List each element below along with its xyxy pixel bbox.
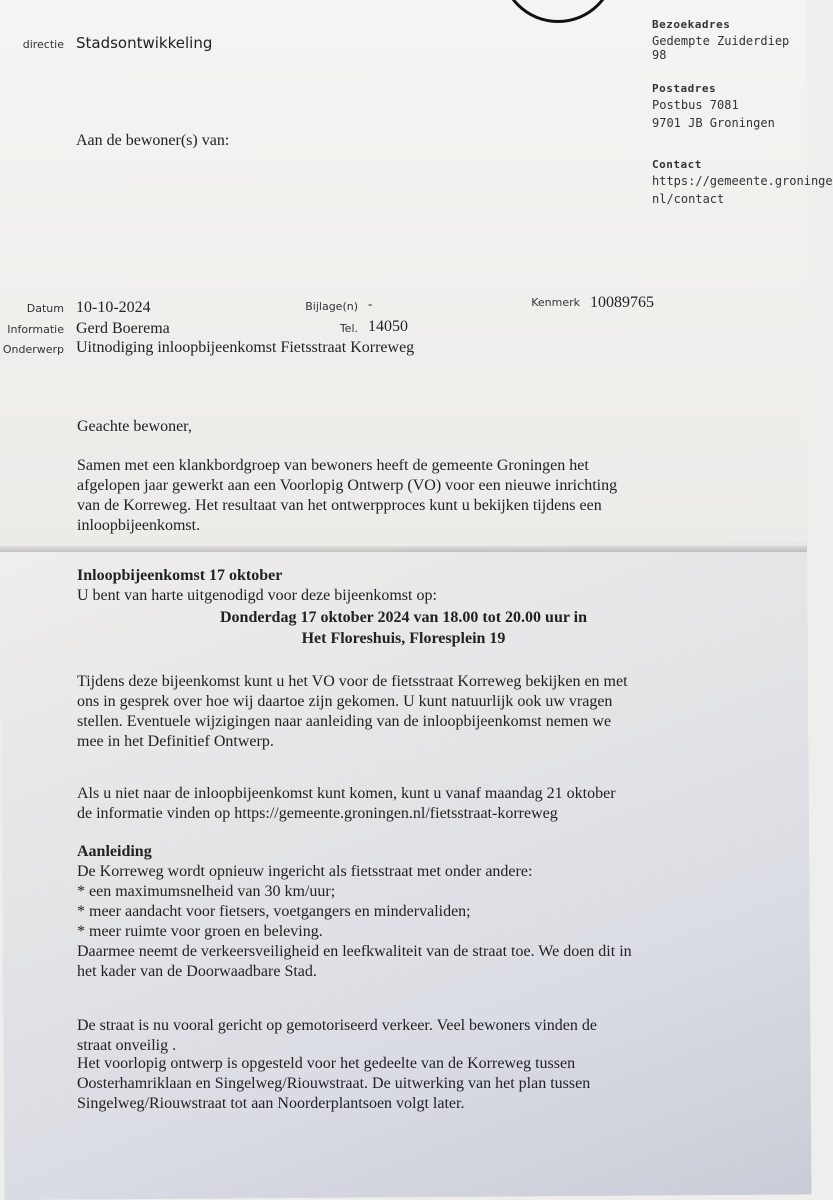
contact-label: Contact (652, 158, 702, 171)
salutation: Geachte bewoner, (77, 418, 192, 435)
event-block (77, 566, 437, 606)
text-line: straat onveilig . (77, 1037, 177, 1054)
text-line: het kader van de Doorwaadbare Stad. (77, 963, 317, 980)
aanleiding-section (77, 842, 632, 982)
text-line: De Korreweg wordt opnieuw ingericht als fietsstraat met onder andere: (77, 863, 533, 880)
tel-value: 14050 (368, 318, 408, 335)
event-heading: Inloopbijeenkomst 17 oktober (77, 567, 283, 584)
event-invite: U bent van harte uitgenodigd voor deze bijeenkomst op: (77, 587, 437, 604)
informatie-label: Informatie (7, 323, 64, 336)
text-line: De straat is nu vooral gericht op gemotoriseerd verkeer. Veel bewoners vinden de (77, 1017, 597, 1034)
onderwerp-value: Uitnodiging inloopbijeenkomst Fietsstraat Korreweg (76, 339, 415, 356)
text-line: stellen. Eventuele wijzigingen naar aanleiding van de inloopbijeenkomst nemen we (77, 713, 612, 730)
addressee: Aan de bewoner(s) van: (76, 132, 230, 149)
aanleiding-heading: Aanleiding (77, 843, 152, 860)
plan-paragraph (77, 1054, 590, 1114)
event-when: Donderdag 17 oktober 2024 van 18.00 tot 20.00 uur in (220, 609, 587, 626)
during-paragraph (77, 672, 628, 752)
online-paragraph (77, 784, 616, 824)
text-line: Als u niet naar de inloopbijeenkomst kunt komen, kunt u vanaf maandag 21 oktober (77, 785, 616, 802)
datum-value: 10-10-2024 (76, 299, 151, 316)
intro-paragraph (77, 456, 617, 536)
text-line: de informatie vinden op https://gemeente.groningen.nl/fietsstraat-korreweg (77, 805, 558, 822)
text-line: Samen met een klankbordgroep van bewoners heeft de gemeente Groningen het (77, 457, 589, 474)
text-line: Singelweg/Riouwstraat tot aan Noorderplantsoen volgt later. (77, 1095, 465, 1112)
text-line: van de Korreweg. Het resultaat van het ontwerpproces kunt u bekijken tijdens een (77, 497, 602, 514)
bijlage-label: Bijlage(n) (305, 300, 358, 313)
postadres-label: Postadres (652, 82, 717, 95)
paper-fold (0, 546, 807, 552)
bijlage-value: - (368, 296, 373, 311)
postadres-line1: Postbus 7081 (652, 98, 739, 112)
list-item: * meer ruimte voor groen en beleving. (77, 923, 323, 940)
bezoekadres-label: Bezoekadres (652, 18, 731, 31)
tel-label: Tel. (339, 322, 358, 335)
kenmerk-value: 10089765 (590, 294, 654, 311)
informatie-value: Gerd Boerema (76, 320, 170, 337)
event-where: Het Floreshuis, Floresplein 19 (301, 630, 506, 647)
directie-label: directie (22, 38, 64, 51)
contact-line2: nl/contact (652, 192, 725, 206)
text-line: inloopbijeenkomst. (77, 517, 201, 534)
datum-label: Datum (26, 302, 64, 315)
list-item: * meer aandacht voor fietsers, voetgangers en mindervaliden; (77, 903, 471, 920)
text-line: afgelopen jaar gewerkt aan een Voorlopig Ontwerp (VO) voor een nieuwe inrichting (77, 477, 618, 494)
contact-line1: https://gemeente.groninge (652, 174, 833, 188)
current-paragraph (77, 1016, 597, 1056)
text-line: ons in gesprek over hoe wij daartoe zijn gekomen. U kunt natuurlijk ook uw vragen (77, 693, 613, 710)
bezoekadres-value: Gedempte Zuiderdiep 98 (652, 34, 790, 62)
list-item: * een maximumsnelheid van 30 km/uur; (77, 883, 336, 900)
text-line: Oosterhamriklaan en Singelweg/Riouwstraat. De uitwerking van het plan tussen (77, 1075, 591, 1092)
postadres-line2: 9701 JB Groningen (652, 116, 775, 130)
kenmerk-label: Kenmerk (531, 296, 580, 309)
text-line: Tijdens deze bijeenkomst kunt u het VO voor de fietsstraat Korreweg bekijken en met (77, 673, 628, 690)
text-line: Daarmee neemt de verkeersveiligheid en leefkwaliteit van de straat toe. We doen dit in (77, 943, 632, 960)
onderwerp-label: Onderwerp (2, 343, 64, 356)
text-line: Het voorlopig ontwerp is opgesteld voor het gedeelte van de Korreweg tussen (77, 1055, 576, 1072)
text-line: mee in het Definitief Ontwerp. (77, 733, 274, 750)
directie-value: Stadsontwikkeling (76, 34, 213, 52)
